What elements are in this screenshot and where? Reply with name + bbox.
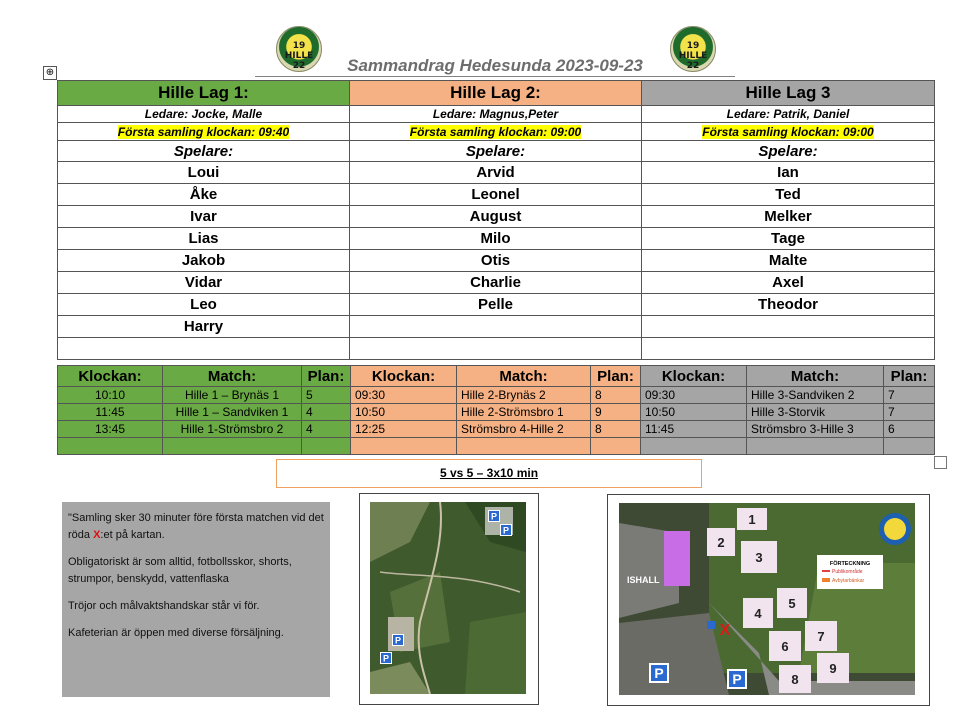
match-time: 10:50 — [641, 404, 747, 421]
pitch-4 — [743, 598, 773, 628]
match-name: Hille 3-Sandviken 2 — [747, 387, 884, 404]
gathering-point-marker: X — [719, 622, 731, 639]
info-cafe: Kafeterian är öppen med diverse försäljning. — [68, 627, 284, 639]
team-3-gathering-cell — [642, 123, 935, 141]
pitch-1 — [737, 508, 767, 530]
col-plan-header: Plan: — [302, 366, 351, 387]
match-name: Strömsbro 4-Hille 2 — [457, 421, 591, 438]
empty-cell — [163, 438, 302, 455]
schedule-table — [57, 365, 935, 455]
match-time: 11:45 — [58, 404, 163, 421]
match-time: 09:30 — [641, 387, 747, 404]
pitch-6 — [769, 631, 801, 661]
col-match-header: Match: — [457, 366, 591, 387]
pitch-9 — [817, 653, 849, 683]
match-plan: 9 — [591, 404, 641, 421]
team-2-gathering: Första samling klockan: 09:00 — [409, 124, 582, 139]
match-format-box[interactable] — [276, 459, 702, 488]
player-name: Lias — [58, 228, 350, 250]
match-plan: 7 — [884, 387, 935, 404]
svg-text:P: P — [502, 525, 510, 536]
pitch-3 — [741, 541, 777, 573]
map-legend — [817, 555, 883, 589]
svg-text:P: P — [394, 635, 402, 646]
player-name: Axel — [642, 272, 935, 294]
match-plan: 8 — [591, 387, 641, 404]
empty-cell — [747, 438, 884, 455]
pitch-7 — [805, 621, 837, 651]
parking-icon — [649, 663, 669, 683]
player-name: Pelle — [350, 294, 642, 316]
svg-text:P: P — [490, 511, 498, 522]
empty-cell — [351, 438, 457, 455]
venue-map-frame — [607, 494, 930, 706]
empty-cell — [58, 438, 163, 455]
player-name: Charlie — [350, 272, 642, 294]
empty-cell — [641, 438, 747, 455]
player-name: Tage — [642, 228, 935, 250]
svg-text:P: P — [732, 671, 742, 687]
pitch-2 — [707, 528, 735, 556]
parking-icon — [488, 510, 500, 522]
team-2-leader: Ledare: Magnus,Peter — [350, 106, 642, 123]
player-name: Leo — [58, 294, 350, 316]
player-name: Ivar — [58, 206, 350, 228]
svg-text:P: P — [654, 665, 664, 681]
match-time: 09:30 — [351, 387, 457, 404]
building-label: ISHALL — [627, 575, 660, 585]
team-1-name: Hille Lag 1: — [58, 81, 350, 106]
svg-text:9: 9 — [829, 661, 837, 676]
match-name: Strömsbro 3-Hille 3 — [747, 421, 884, 438]
player-name: Åke — [58, 184, 350, 206]
team-2-name: Hille Lag 2: — [350, 81, 642, 106]
aerial-map — [370, 502, 526, 694]
team-1-players-label: Spelare: — [58, 141, 350, 162]
match-name: Hille 1 – Brynäs 1 — [163, 387, 302, 404]
empty-cell — [58, 338, 350, 360]
match-name: Hille 1-Strömsbro 2 — [163, 421, 302, 438]
svg-text:4: 4 — [754, 606, 762, 621]
team-3-players-label: Spelare: — [642, 141, 935, 162]
info-box — [62, 502, 330, 697]
player-name: Harry — [58, 316, 350, 338]
club-crest-icon — [879, 513, 911, 545]
col-plan-header: Plan: — [591, 366, 641, 387]
empty-cell — [642, 338, 935, 360]
col-time-header: Klockan: — [641, 366, 747, 387]
team-3-gathering: Första samling klockan: 09:00 — [702, 124, 874, 139]
parking-icon — [380, 652, 392, 664]
match-plan: 8 — [591, 421, 641, 438]
aerial-map-frame — [359, 493, 539, 705]
svg-text:Publikområde: Publikområde — [832, 569, 863, 575]
col-plan-header: Plan: — [884, 366, 935, 387]
svg-text:3: 3 — [755, 550, 763, 565]
team-1-gathering-cell — [58, 123, 350, 141]
player-name: Melker — [642, 206, 935, 228]
player-name — [350, 316, 642, 338]
player-name: Loui — [58, 162, 350, 184]
match-name: Hille 2-Strömsbro 1 — [457, 404, 591, 421]
empty-cell — [884, 438, 935, 455]
team-2-gathering-cell — [350, 123, 642, 141]
parking-icon — [500, 524, 512, 536]
team-1-leader: Ledare: Jocke, Malle — [58, 106, 350, 123]
match-plan: 4 — [302, 421, 351, 438]
match-format: 5 vs 5 – 3x10 min — [439, 466, 539, 480]
svg-text:5: 5 — [788, 596, 796, 611]
svg-text:6: 6 — [781, 639, 789, 654]
match-plan: 4 — [302, 404, 351, 421]
player-name: Arvid — [350, 162, 642, 184]
club-crest-right: 19 HILLE 22 — [670, 26, 716, 72]
col-match-header: Match: — [163, 366, 302, 387]
match-time: 10:10 — [58, 387, 163, 404]
team-3-name: Hille Lag 3 — [642, 81, 935, 106]
player-name — [642, 316, 935, 338]
svg-text:FÖRTECKNING: FÖRTECKNING — [829, 561, 871, 567]
accessibility-icon — [707, 621, 715, 629]
match-plan: 5 — [302, 387, 351, 404]
match-time: 10:50 — [351, 404, 457, 421]
spectator-area — [664, 531, 690, 586]
match-name: Hille 2-Brynäs 2 — [457, 387, 591, 404]
info-gathering: "Samling sker 30 minuter före första matchen vid det röda X:et på kartan. — [68, 512, 324, 541]
svg-text:P: P — [382, 653, 390, 664]
player-name: Vidar — [58, 272, 350, 294]
empty-cell — [350, 338, 642, 360]
match-time: 13:45 — [58, 421, 163, 438]
resize-handle[interactable] — [934, 456, 947, 469]
teams-table — [57, 80, 935, 360]
match-time: 11:45 — [641, 421, 747, 438]
player-name: Theodor — [642, 294, 935, 316]
col-time-header: Klockan: — [351, 366, 457, 387]
club-crest-left: 19 HILLE 22 — [276, 26, 322, 72]
match-plan: 6 — [884, 421, 935, 438]
pitch-8 — [779, 665, 811, 693]
match-name: Hille 1 – Sandviken 1 — [163, 404, 302, 421]
empty-cell — [302, 438, 351, 455]
team-1-gathering: Första samling klockan: 09:40 — [117, 124, 290, 139]
player-name: Jakob — [58, 250, 350, 272]
svg-text:8: 8 — [791, 672, 799, 687]
match-plan: 7 — [884, 404, 935, 421]
pitch-5 — [777, 588, 807, 618]
team-2-players-label: Spelare: — [350, 141, 642, 162]
page-title: Sammandrag Hedesunda 2023-09-23 — [255, 56, 735, 77]
player-name: Milo — [350, 228, 642, 250]
team-3-leader: Ledare: Patrik, Daniel — [642, 106, 935, 123]
empty-cell — [457, 438, 591, 455]
svg-text:1: 1 — [748, 512, 756, 527]
player-name: August — [350, 206, 642, 228]
parking-icon — [727, 669, 747, 689]
player-name: Malte — [642, 250, 935, 272]
empty-cell — [591, 438, 641, 455]
player-name: Leonel — [350, 184, 642, 206]
venue-map — [619, 503, 915, 695]
info-equipment: Obligatoriskt är som alltid, fotbollsskor, shorts, strumpor, benskydd, vattenflaska — [68, 556, 292, 585]
col-time-header: Klockan: — [58, 366, 163, 387]
player-name: Otis — [350, 250, 642, 272]
match-name: Hille 3-Storvik — [747, 404, 884, 421]
player-name: Ted — [642, 184, 935, 206]
info-shirts: Tröjor och målvaktshandskar står vi för. — [68, 600, 260, 612]
match-time: 12:25 — [351, 421, 457, 438]
col-match-header: Match: — [747, 366, 884, 387]
svg-text:Avbytarbänkar: Avbytarbänkar — [832, 578, 865, 584]
table-move-handle-icon[interactable]: ⊕ — [43, 66, 57, 80]
svg-text:2: 2 — [717, 535, 725, 550]
svg-text:7: 7 — [817, 629, 825, 644]
player-name: Ian — [642, 162, 935, 184]
parking-icon — [392, 634, 404, 646]
